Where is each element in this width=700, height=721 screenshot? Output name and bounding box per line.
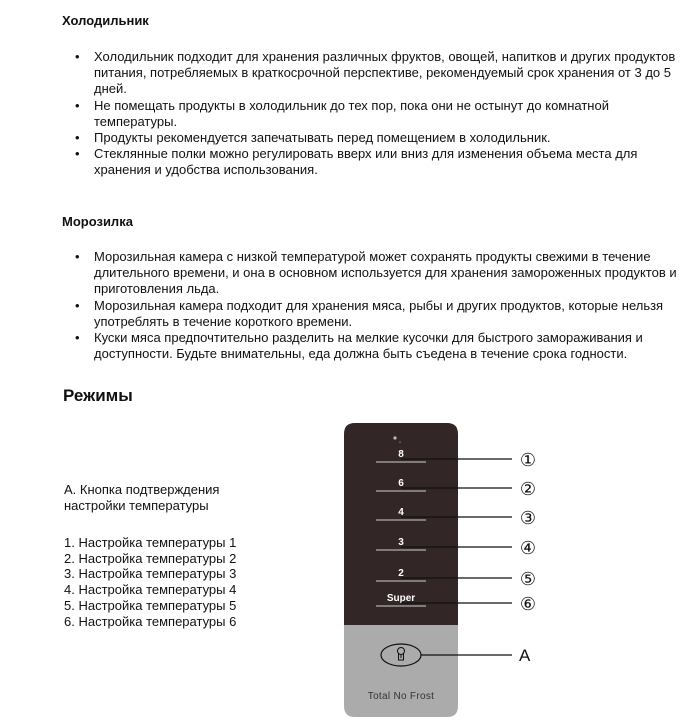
callout-number: ②: [519, 479, 537, 500]
settings-item: 5. Настройка температуры 5: [64, 597, 237, 613]
callout-number: ④: [519, 538, 537, 559]
settings-item: 4. Настройка температуры 4: [64, 582, 237, 598]
settings-item: 2. Настройка температуры 2: [64, 550, 237, 566]
fridge-title: Холодильник: [62, 13, 149, 28]
brand-label: Total No Frost: [367, 691, 435, 702]
list-item: • Продукты рекомендуется запечатывать перед помещением в холодильник.: [62, 130, 687, 146]
indicator-dot: [393, 436, 396, 439]
temp-button-label: 6: [398, 478, 404, 489]
list-item: • Холодильник подходит для хранения различных фруктов, овощей, напитков и других продуктов питания, потребляемых в краткосрочной перспективе, рекомендуемый срок хранения от 3 до 5 дней.: [62, 49, 687, 98]
temp-button-label: 2: [398, 568, 404, 579]
list-item: • Куски мяса предпочтительно разделить на мелкие кусочки для быстрого замораживания и доступности. Будьте внимательны, еда должна быть съедена в течение срока годности.: [62, 330, 687, 362]
settings-item: 3. Настройка температуры 3: [64, 566, 237, 582]
settings-item: 6. Настройка температуры 6: [64, 613, 237, 629]
freezer-list: [62, 249, 687, 362]
control-panel: [330, 420, 560, 720]
callout-label-confirm: A: [519, 646, 531, 665]
list-item: • Морозильная камера с низкой температурой может сохранять продукты свежими в течение длительного времени, и она в основном используется для хранения замороженных продуктов и приготовления льда.: [62, 249, 687, 298]
callout-number: ⑤: [519, 569, 537, 590]
panel-bottom: [344, 625, 458, 717]
fridge-list: [62, 49, 687, 179]
temp-button-label: 8: [398, 449, 404, 460]
modes-title: Режимы: [63, 386, 133, 405]
callout-number: ⑥: [519, 594, 537, 615]
list-item: • Морозильная камера подходит для хранения мяса, рыбы и других продуктов, которые нельзя употреблять в течение короткого времени.: [62, 298, 687, 330]
temp-button-label: 3: [398, 537, 404, 548]
settings-list: [64, 535, 236, 629]
temp-button-label: Super: [386, 593, 416, 604]
callout-number: ①: [519, 450, 537, 471]
confirm-button-note: A. Кнопка подтверждения настройки температуры: [64, 482, 220, 513]
freezer-title: Морозилка: [62, 214, 133, 229]
list-item: • Не помещать продукты в холодильник до тех пор, пока они не остынут до комнатной температуры.: [62, 98, 687, 130]
settings-item: 1. Настройка температуры 1: [64, 535, 237, 550]
temp-button-label: 4: [398, 507, 404, 518]
list-item: • Стеклянные полки можно регулировать вверх или вниз для изменения объема места для хранения и удобства использования.: [62, 146, 687, 178]
indicator-dot: [399, 441, 401, 443]
callout-number: ③: [519, 508, 537, 529]
